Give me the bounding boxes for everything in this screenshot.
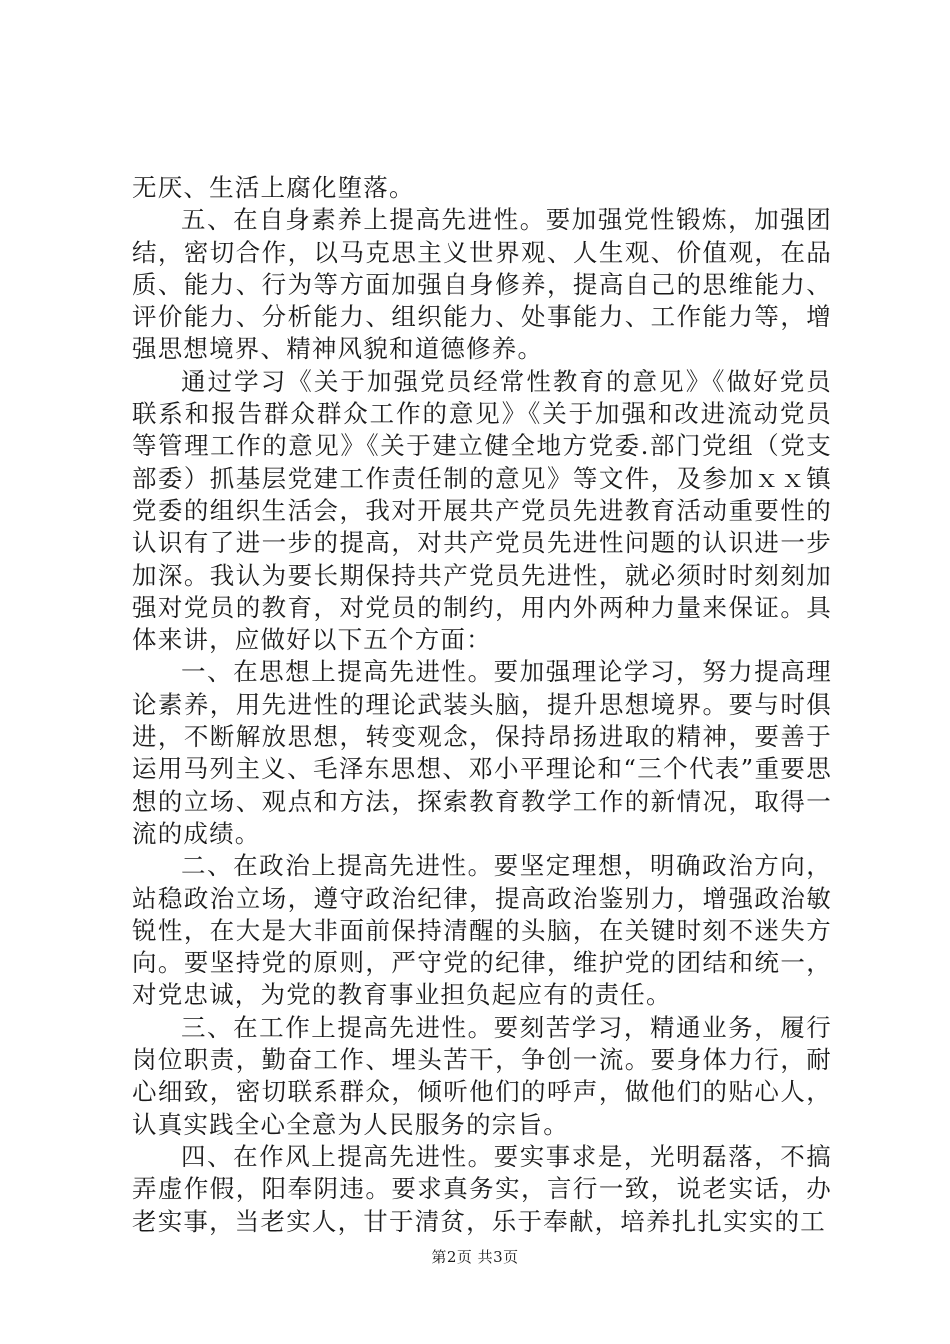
paragraph-study-summary: 通过学习《关于加强党员经常性教育的意见》《做好党员联系和报告群众群众工作的意见》《关于加强和改进流动党员等管理工作的意见》《关于建立健全地方党委.部门党组（党支部委）抓基层党建工作责任制的意见》等文件，及参加ｘｘ镇党委的组织生活会，我对开展共产党员先进教育活动重要性的认识有了进一步的提高，对共产党员先进性问题的认识进一步加深。我认为要长期保持共产党员先进性，就必须时时刻刻加强对党员的教育，对党员的制约，用内外两种力量来保证。具体来讲，应做好以下五个方面： xyxy=(132,366,832,655)
paragraph-self-cultivation: 五、在自身素养上提高先进性。要加强党性锻炼，加强团结，密切合作，以马克思主义世界观、人生观、价值观，在品质、能力、行为等方面加强自身修养，提高自己的思维能力、评价能力、分析能力、组织能力、处事能力、工作能力等，增强思想境界、精神风貌和道德修养。 xyxy=(132,205,832,364)
body-text xyxy=(132,172,832,1238)
page-number-footer: 第2页 共3页 xyxy=(431,1248,519,1266)
paragraph-politics: 二、在政治上提高先进性。要坚定理想，明确政治方向，站稳政治立场，遵守政治纪律，提高政治鉴别力，增强政治敏锐性，在大是大非面前保持清醒的头脑，在关键时刻不迷失方向。要坚持党的原则，严守党的纪律，维护党的团结和统一，对党忠诚，为党的教育事业担负起应有的责任。 xyxy=(132,851,832,1010)
paragraph-ideology: 一、在思想上提高先进性。要加强理论学习，努力提高理论素养，用先进性的理论武装头脑，提升思想境界。要与时俱进，不断解放思想，转变观念，保持昂扬进取的精神，要善于运用马列主义、毛泽东思想、邓小平理论和“三个代表”重要思想的立场、观点和方法，探索教育教学工作的新情况，取得一流的成绩。 xyxy=(132,657,832,848)
paragraph-style: 四、在作风上提高先进性。要实事求是，光明磊落，不搞弄虚作假，阳奉阴违。要求真务实，言行一致，说老实话，办老实事，当老实人，甘于清贫，乐于奉献，培养扎扎实实的工 xyxy=(132,1141,832,1236)
paragraph-work: 三、在工作上提高先进性。要刻苦学习，精通业务，履行岗位职责，勤奋工作、埋头苦干，争创一流。要身体力行，耐心细致，密切联系群众，倾听他们的呼声，做他们的贴心人，认真实践全心全意为人民服务的宗旨。 xyxy=(132,1012,832,1139)
paragraph-continuation: 无厌、生活上腐化堕落。 xyxy=(132,173,415,202)
